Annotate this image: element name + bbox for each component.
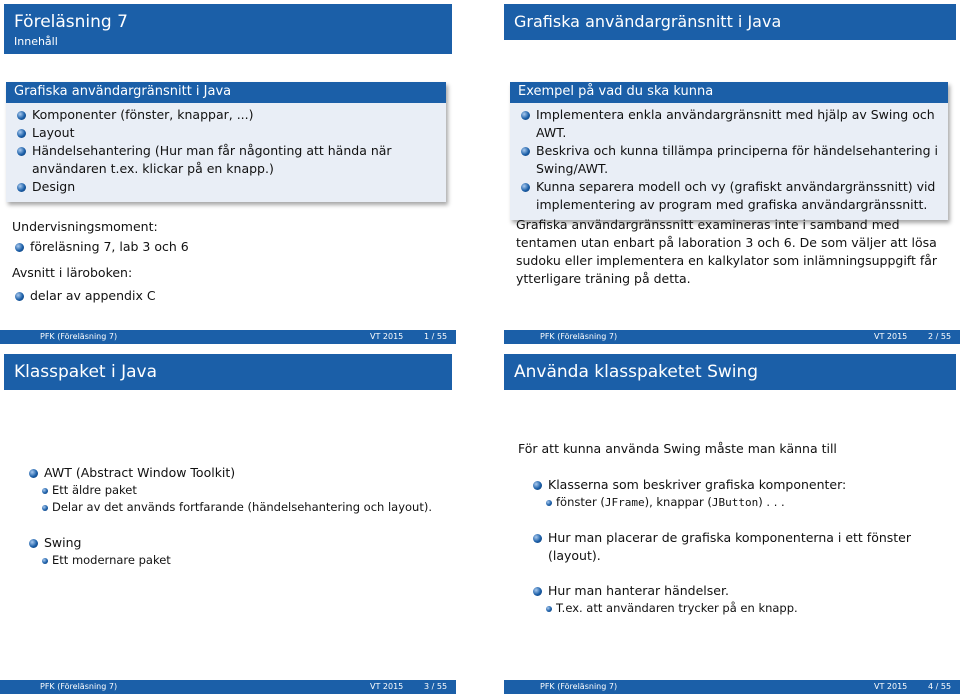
label-teaching: Undervisningsmoment: bbox=[12, 219, 158, 234]
bullet-icon bbox=[29, 539, 38, 548]
slide-2 bbox=[504, 0, 960, 346]
block-body bbox=[6, 103, 446, 202]
slide-header bbox=[4, 4, 452, 54]
bullet-icon bbox=[17, 183, 26, 192]
slide-title: Klasspaket i Java bbox=[14, 362, 158, 382]
slide-footer bbox=[0, 680, 456, 694]
list-item: Layout bbox=[14, 124, 438, 142]
footer-course: PFK (Föreläsning 7) bbox=[40, 682, 118, 691]
bullet-icon bbox=[546, 606, 552, 612]
block-body bbox=[510, 103, 948, 220]
footer-course: PFK (Föreläsning 7) bbox=[540, 682, 618, 691]
content-block bbox=[510, 82, 948, 220]
content-block bbox=[6, 82, 446, 202]
label-textbook: Avsnitt i läroboken: bbox=[12, 265, 133, 280]
footer-term: VT 2015 bbox=[370, 682, 404, 691]
bullet-icon bbox=[42, 558, 48, 564]
slide-footer bbox=[0, 330, 456, 344]
footer-term: VT 2015 bbox=[370, 332, 404, 341]
bullet-icon bbox=[17, 147, 26, 156]
list-item: Kunna separera modell och vy (grafiskt användargränssnitt) vid implementering av program med grafiska användargränssnitt. bbox=[518, 178, 940, 214]
footer-page: 2 / 55 bbox=[928, 332, 952, 341]
list-item: föreläsning 7, lab 3 och 6 bbox=[12, 238, 189, 256]
bullet-icon bbox=[42, 488, 48, 494]
sub-item: fönster (JFrame), knappar (JButton) . . . bbox=[530, 494, 956, 511]
list-item: Hur man hanterar händelser. bbox=[530, 582, 956, 600]
bullet-icon bbox=[521, 111, 530, 120]
list-item: Hur man placerar de grafiska komponenterna i ett fönster (layout). bbox=[530, 529, 956, 565]
footer-term: VT 2015 bbox=[874, 682, 908, 691]
bullet-icon bbox=[29, 469, 38, 478]
slide-3 bbox=[0, 350, 456, 696]
list-item: Swing bbox=[26, 534, 446, 552]
footer-course: PFK (Föreläsning 7) bbox=[40, 332, 118, 341]
slide-header bbox=[504, 354, 956, 390]
block-title: Exempel på vad du ska kunna bbox=[510, 82, 948, 103]
list-item: Implementera enkla användargränsnitt med hjälp av Swing och AWT. bbox=[518, 106, 940, 142]
content-list bbox=[26, 464, 446, 569]
intro-text: För att kunna använda Swing måste man känna till bbox=[518, 441, 837, 456]
bullet-icon bbox=[15, 243, 24, 252]
bullet-icon bbox=[521, 183, 530, 192]
bullet-icon bbox=[533, 587, 542, 596]
list-item: delar av appendix C bbox=[12, 287, 156, 305]
content-list bbox=[530, 476, 956, 617]
sub-item: Delar av det används fortfarande (händelsehantering och layout). bbox=[26, 499, 446, 516]
slide-header bbox=[4, 354, 452, 390]
slide-title: Föreläsning 7 bbox=[14, 12, 128, 32]
bullet-icon bbox=[546, 500, 552, 506]
slide-header bbox=[504, 4, 956, 40]
slide-1 bbox=[0, 0, 456, 346]
footer-term: VT 2015 bbox=[874, 332, 908, 341]
sub-item: T.ex. att användaren trycker på en knapp. bbox=[530, 600, 956, 617]
footer-page: 1 / 55 bbox=[424, 332, 448, 341]
paragraph: Grafiska användargränssnitt examineras inte i samband med tentamen utan enbart på laboration 3 och 6. De som väljer att lösa sudoku eller implementera en kalkylator som inlämningsuppgift får ytterligare träning på detta. bbox=[516, 217, 938, 286]
bullet-icon bbox=[15, 292, 24, 301]
slide-title: Använda klasspaketet Swing bbox=[514, 362, 759, 382]
sub-item: Ett äldre paket bbox=[26, 482, 446, 499]
slide-4 bbox=[504, 350, 960, 696]
bullet-icon bbox=[521, 147, 530, 156]
footer-course: PFK (Föreläsning 7) bbox=[540, 332, 618, 341]
bullet-icon bbox=[17, 111, 26, 120]
bullet-icon bbox=[17, 129, 26, 138]
sub-item: Ett modernare paket bbox=[26, 552, 446, 569]
bullet-icon bbox=[533, 534, 542, 543]
slide-footer bbox=[504, 330, 960, 344]
footer-page: 4 / 55 bbox=[928, 682, 952, 691]
footer-page: 3 / 55 bbox=[424, 682, 448, 691]
slide-subtitle: Innehåll bbox=[14, 35, 58, 48]
block-title: Grafiska användargränsnitt i Java bbox=[6, 82, 446, 103]
bullet-icon bbox=[533, 481, 542, 490]
slide-footer bbox=[504, 680, 960, 694]
list-item: Beskriva och kunna tillämpa principerna för händelsehantering i Swing/AWT. bbox=[518, 142, 940, 178]
slide-title: Grafiska användargränsnitt i Java bbox=[514, 12, 782, 31]
list-item: AWT (Abstract Window Toolkit) bbox=[26, 464, 446, 482]
list-item: Klasserna som beskriver grafiska komponenter: bbox=[530, 476, 956, 494]
bullet-icon bbox=[42, 505, 48, 511]
list-item: Design bbox=[14, 178, 438, 196]
list-item: Händelsehantering (Hur man får någonting att hända när användaren t.ex. klickar på en knapp.) bbox=[14, 142, 438, 178]
list-item: Komponenter (fönster, knappar, ...) bbox=[14, 106, 438, 124]
